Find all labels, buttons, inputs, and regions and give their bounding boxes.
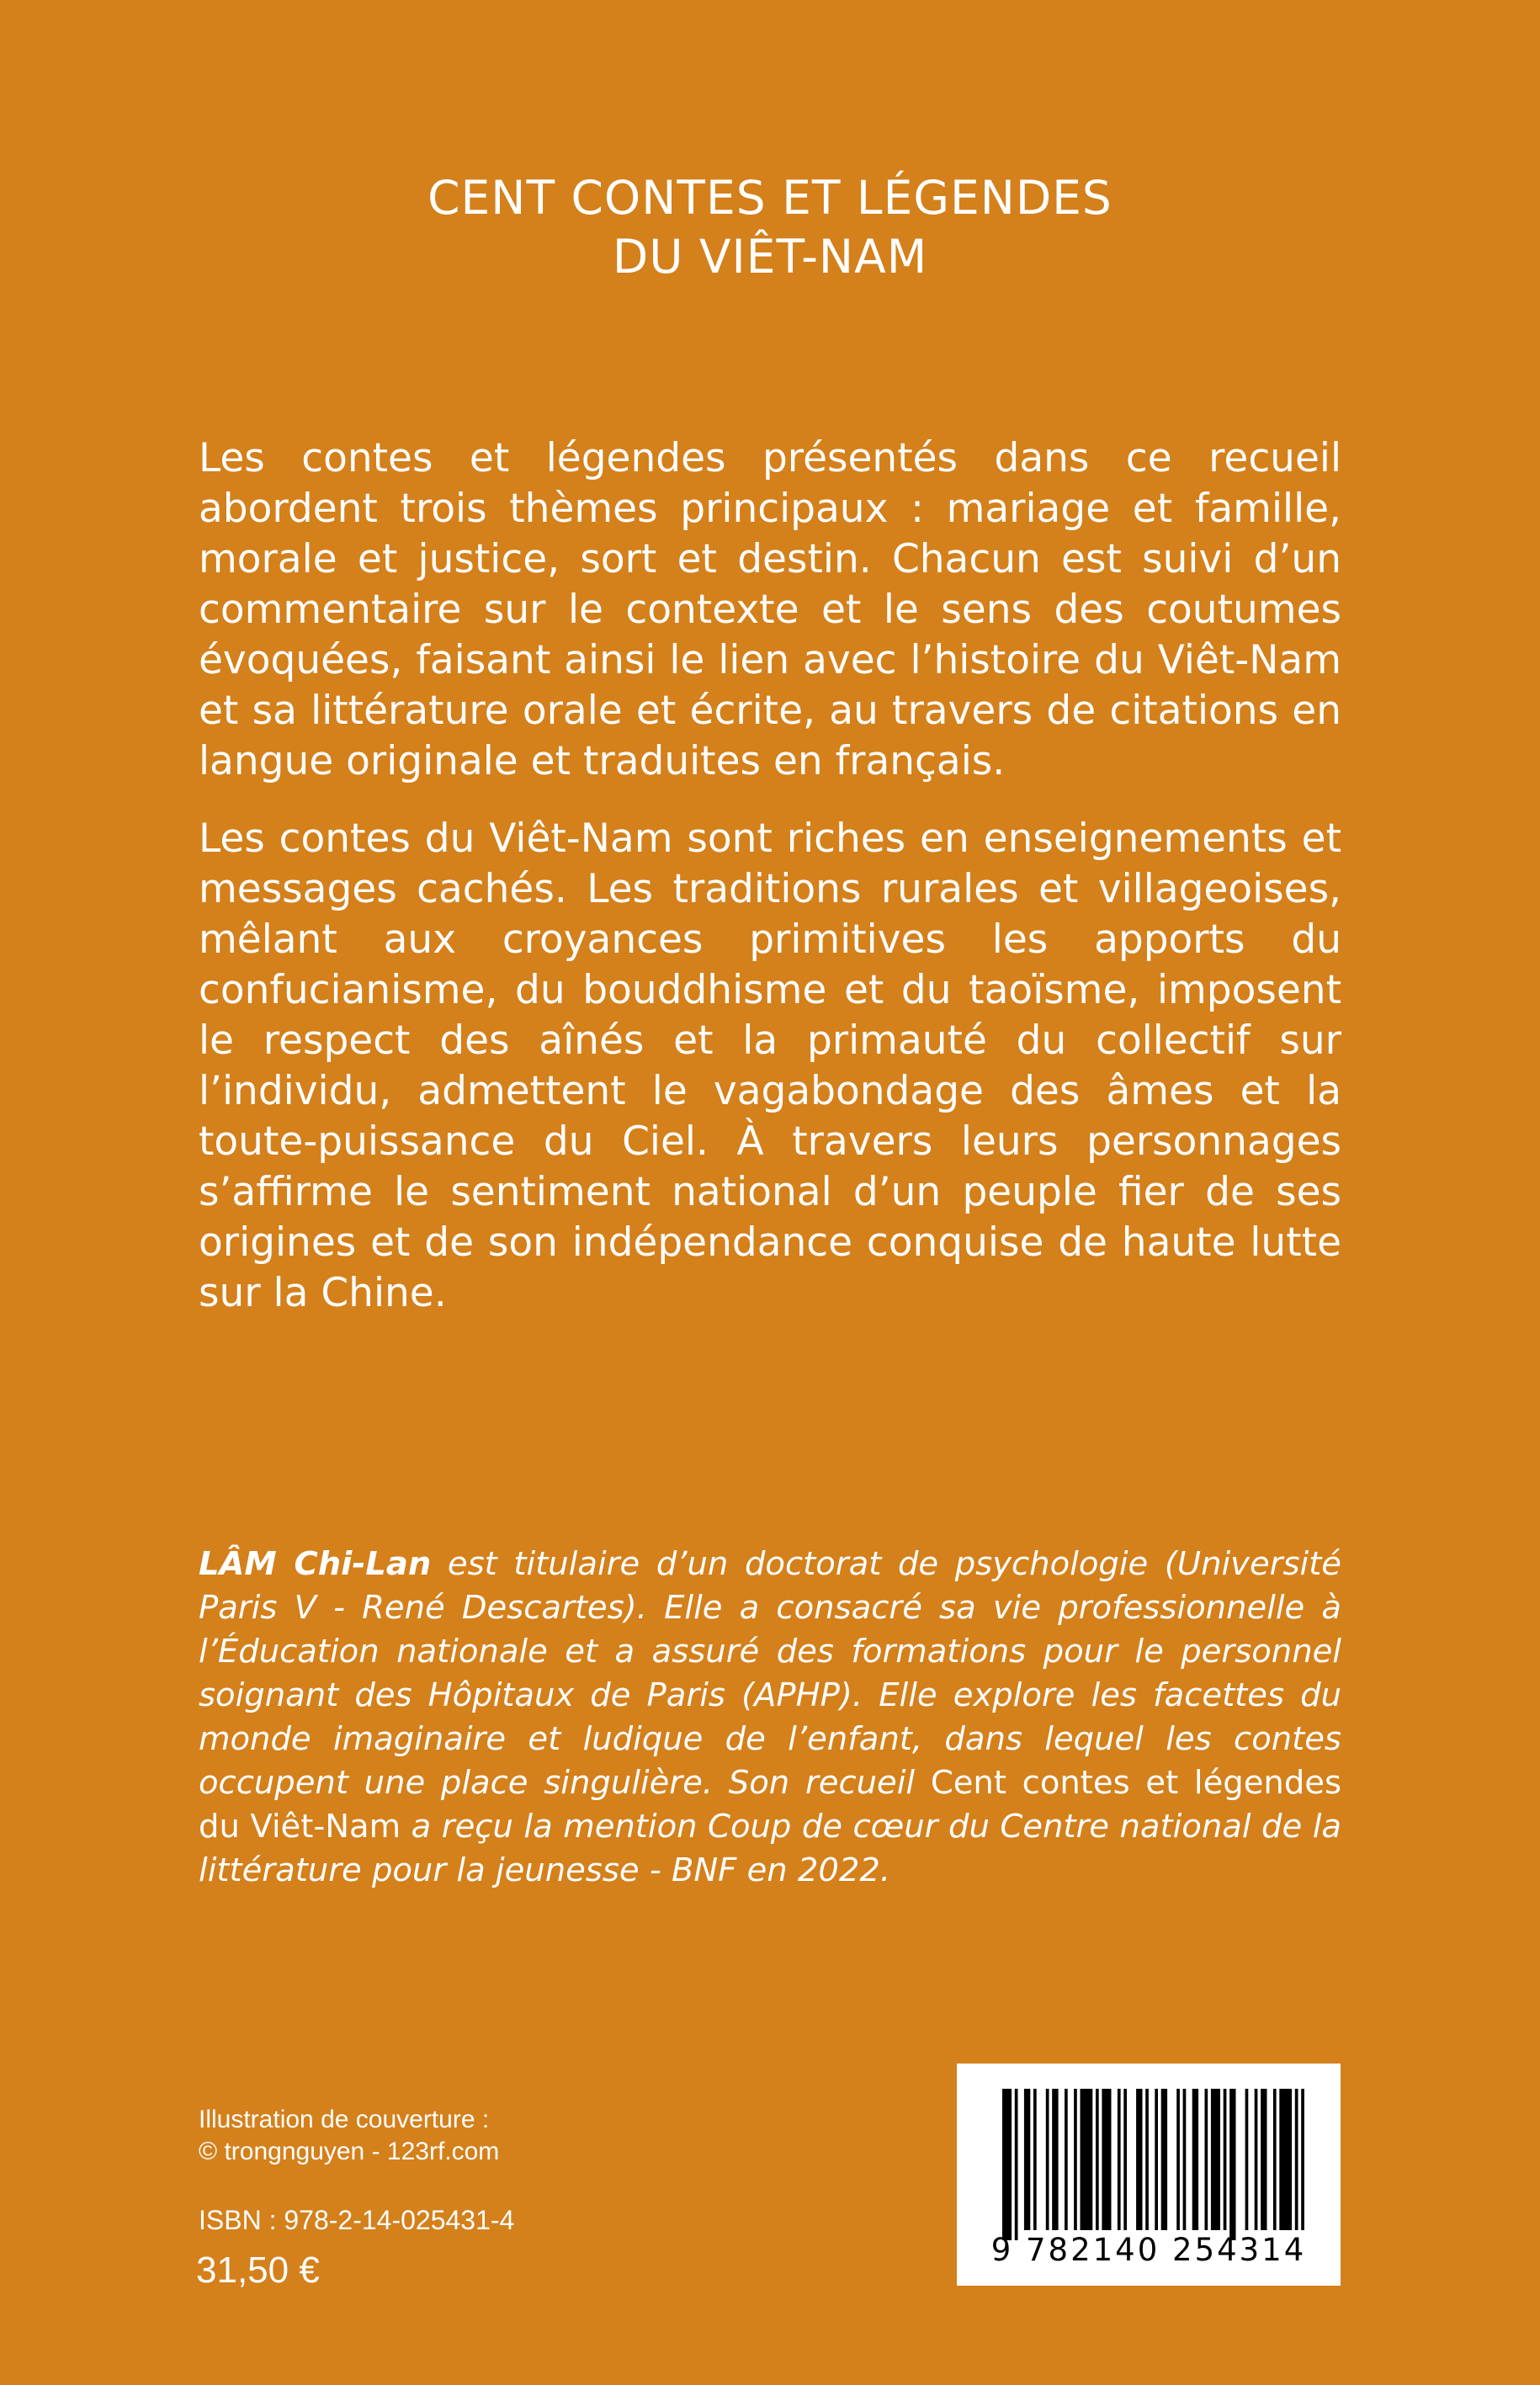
barcode-bar [1176, 2089, 1180, 2230]
barcode-bar [1245, 2089, 1249, 2230]
barcode-bar [1081, 2089, 1093, 2230]
barcode-bar [1183, 2089, 1187, 2230]
barcode-digits: 9 782140 254314 [990, 2232, 1307, 2268]
barcode [957, 2064, 1341, 2286]
barcode-bar [1002, 2089, 1012, 2240]
author-bio-text-2: a reçu la mention Coup de cœur du Centre national de la littérature pour la jeunesse - BNF en 2022. [199, 1808, 1341, 1889]
barcode-bar [1024, 2089, 1030, 2230]
barcode-bar [1074, 2089, 1077, 2230]
barcode-bar [1192, 2089, 1198, 2230]
barcode-bar [1155, 2089, 1158, 2230]
barcode-bar [1033, 2089, 1037, 2230]
price: 31,50 € [196, 2250, 320, 2291]
book-title [0, 168, 1540, 286]
barcode-bar [1261, 2089, 1267, 2230]
barcode-bar [1295, 2089, 1298, 2230]
book-description [199, 433, 1341, 1346]
description-paragraph-2: Les contes du Viêt-Nam sont riches en enseignements et messages cachés. Les traditions rurales et villageoises, mêlant aux croyances primitives les apports du confucianisme, du bouddhisme et du taoïsme, imposent le respect des aînés et la primauté du collectif sur l’individu, admettent le vagabondage des âmes et la toute-puissance du Ciel. À travers leurs personnages s’affirme le sentiment national d’un peuple fier de ses origines et de son indépendance conquise de haute lutte sur la Chine. [199, 815, 1341, 1316]
description-paragraph-1: Les contes et légendes présentés dans ce recueil abordent trois thèmes principaux : mariage et famille, morale et justice, sort et destin. Chacun est suivi d’un commentaire sur le contexte et le sens des coutumes évoquées, faisant ainsi le lien avec l’histoire du Viêt-Nam et sa littérature orale et écrite, au travers de citations en langue originale et traduites en français. [199, 435, 1341, 784]
author-bio [199, 1543, 1341, 1893]
illustration-credit-label: Illustration de couverture : [199, 2106, 490, 2133]
barcode-bar [1052, 2089, 1058, 2230]
barcode-bar [1145, 2089, 1149, 2230]
barcode-bar [1123, 2089, 1127, 2230]
barcode-bar [1161, 2089, 1167, 2230]
barcode-bar [1205, 2089, 1208, 2230]
book-title-line-1: CENT CONTES ET LÉGENDES [427, 171, 1113, 225]
barcode-bar [1273, 2089, 1277, 2230]
barcode-bar [1118, 2089, 1121, 2230]
barcode-bar [1229, 2089, 1235, 2240]
barcode-bar [1255, 2089, 1258, 2230]
illustration-credit [199, 2104, 499, 2168]
author-bio-text-1: est titulaire d’un doctorat de psychologie (Université Paris V - René Descartes). Elle a consacré sa vie professionnelle à l’Éducation nationale et a assuré des formations pour le personnel soignant des Hôpitaux de Paris (APHP). Elle explore les facettes du monde imaginaire et ludique de l’enfant, dans lequel les contes occupent une place singulière. Son recueil [199, 1545, 1341, 1802]
barcode-bar [1136, 2089, 1142, 2230]
barcode-bar [1102, 2089, 1111, 2230]
barcode-bar [1096, 2089, 1099, 2230]
barcode-bar [1279, 2089, 1292, 2230]
barcode-bar [1224, 2089, 1227, 2230]
barcode-bar [1046, 2089, 1049, 2230]
barcode-bar [1065, 2089, 1068, 2230]
barcode-bar [1015, 2089, 1018, 2240]
barcode-bar [1211, 2089, 1220, 2230]
author-bio-book-title: Cent contes et légendes du Viêt-Nam [199, 1764, 1342, 1846]
illustration-credit-source: © trongnguyen - 123rf.com [199, 2138, 500, 2165]
author-name: LÂM Chi-Lan [199, 1545, 432, 1583]
book-title-line-2: DU VIÊT-NAM [612, 230, 928, 284]
barcode-bar [1301, 2089, 1304, 2230]
isbn-number: ISBN : 978-2-14-025431-4 [199, 2205, 515, 2235]
